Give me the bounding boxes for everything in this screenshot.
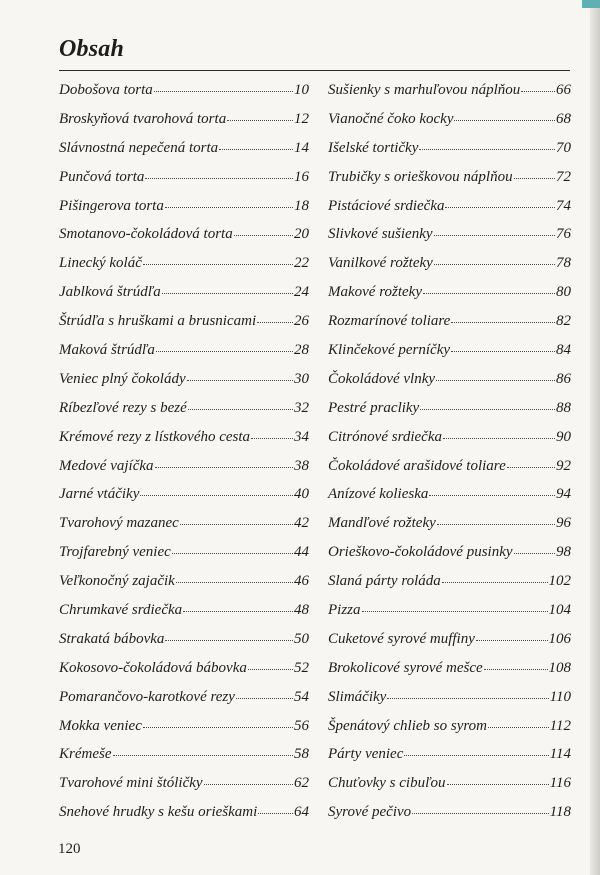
toc-entry <box>328 313 571 342</box>
toc-entry <box>59 140 309 169</box>
dot-leader <box>227 120 293 121</box>
toc-entry-title: Syrové pečivo <box>328 804 412 821</box>
dot-leader <box>434 235 555 236</box>
toc-entry-title: Jablková štrúdľa <box>59 284 161 301</box>
dot-leader <box>436 380 555 381</box>
toc-entry-title: Smotanovo-čokoládová torta <box>59 226 233 243</box>
toc-entry <box>59 486 309 515</box>
toc-entry-title: Maková štrúdľa <box>59 342 155 359</box>
dot-leader <box>488 727 549 728</box>
toc-entry <box>59 255 309 284</box>
dot-leader <box>165 207 293 208</box>
dot-leader <box>257 322 293 323</box>
toc-entry <box>328 255 571 284</box>
toc-entry <box>59 515 309 544</box>
toc-entry-title: Veľkonočný zajačik <box>59 573 175 590</box>
page-title: Obsah <box>59 36 125 62</box>
dot-leader <box>236 698 293 699</box>
toc-entry-page: 62 <box>294 775 309 792</box>
toc-entry-page: 52 <box>294 659 309 676</box>
dot-leader <box>113 755 294 756</box>
toc-entry <box>59 313 309 342</box>
toc-entry-page: 44 <box>294 544 309 561</box>
dot-leader <box>429 495 555 496</box>
toc-entry-page: 24 <box>294 284 309 301</box>
toc-entry-title: Snehové hrudky s kešu orieškami <box>59 804 258 821</box>
toc-entry <box>328 400 571 429</box>
toc-entry-page: 18 <box>294 197 309 214</box>
toc-entry-title: Punčová torta <box>59 168 145 185</box>
toc-entry <box>59 342 309 371</box>
dot-leader <box>484 669 548 670</box>
dot-leader <box>143 727 293 728</box>
dot-leader <box>437 524 555 525</box>
dot-leader <box>188 409 293 410</box>
dot-leader <box>183 611 293 612</box>
toc-entry-page: 102 <box>548 573 571 590</box>
toc-entry-title: Ríbezľové rezy s bezé <box>59 399 187 416</box>
toc-entry-title: Štrúdľa s hruškami a brusnicami <box>59 313 257 330</box>
toc-entry-title: Slivkové sušienky <box>328 226 433 243</box>
toc-entry-page: 108 <box>548 659 571 676</box>
cover-corner <box>582 0 600 8</box>
toc-entry-title: Slávnostná nepečená torta <box>59 139 219 156</box>
toc-entry-page: 94 <box>556 486 571 503</box>
toc-entry-page: 54 <box>294 688 309 705</box>
dot-leader <box>420 409 555 410</box>
toc-entry-page: 38 <box>294 457 309 474</box>
dot-leader <box>514 178 555 179</box>
dot-leader <box>451 322 555 323</box>
dot-leader <box>143 264 293 265</box>
toc-entry-page: 68 <box>556 110 571 127</box>
toc-entry-title: Špenátový chlieb so syrom <box>328 717 487 734</box>
toc-entry-page: 56 <box>294 717 309 734</box>
toc-entry <box>59 284 309 313</box>
toc-entry-page: 80 <box>556 284 571 301</box>
toc-entry-page: 82 <box>556 313 571 330</box>
toc-entry-page: 20 <box>294 226 309 243</box>
dot-leader <box>155 467 293 468</box>
toc-entry <box>59 429 309 458</box>
toc-entry-page: 74 <box>556 197 571 214</box>
toc-entry <box>59 226 309 255</box>
dot-leader <box>387 698 548 699</box>
toc-entry-title: Čokoládové vlnky <box>328 370 436 387</box>
toc-entry-page: 118 <box>549 804 571 821</box>
dot-leader <box>180 524 293 525</box>
dot-leader <box>162 293 293 294</box>
toc-entry-title: Párty veniec <box>328 746 404 763</box>
toc-entry-page: 70 <box>556 139 571 156</box>
dot-leader <box>362 611 548 612</box>
dot-leader <box>156 351 293 352</box>
toc-entry <box>59 400 309 429</box>
toc-entry-page: 110 <box>549 688 571 705</box>
toc-entry-title: Išelské tortičky <box>328 139 419 156</box>
toc-entry-page: 114 <box>549 746 571 763</box>
toc-entry-title: Vanilkové rožteky <box>328 255 433 272</box>
dot-leader <box>204 784 293 785</box>
toc-entry-page: 32 <box>294 399 309 416</box>
toc-entry-title: Trojfarebný veniec <box>59 544 171 561</box>
toc-entry-title: Rozmarínové toliare <box>328 313 451 330</box>
toc-right-column <box>328 82 571 833</box>
toc-entry <box>59 746 309 775</box>
toc-entry-title: Pizza <box>328 602 361 619</box>
toc-entry <box>59 198 309 227</box>
toc-entry-title: Slimáčiky <box>328 688 387 705</box>
toc-entry <box>59 371 309 400</box>
toc-entry-title: Makové rožteky <box>328 284 422 301</box>
toc-entry-page: 48 <box>294 602 309 619</box>
toc-entry-page: 34 <box>294 428 309 445</box>
toc-entry-title: Dobošova torta <box>59 82 153 98</box>
toc-entry-page: 40 <box>294 486 309 503</box>
toc-entry-title: Mokka veniec <box>59 717 142 734</box>
toc-entry-page: 104 <box>548 602 571 619</box>
toc-entry <box>59 169 309 198</box>
toc-entry-title: Klinčekové perníčky <box>328 342 451 359</box>
toc-entry-title: Tvarohové mini štóličky <box>59 775 203 792</box>
toc-entry <box>328 371 571 400</box>
dot-leader <box>172 553 293 554</box>
toc-entry-title: Krémové rezy z lístkového cesta <box>59 428 251 445</box>
toc-entry <box>328 111 571 140</box>
dot-leader <box>140 495 293 496</box>
toc-entry <box>328 775 571 804</box>
toc-entry <box>328 804 571 833</box>
toc-entry-page: 78 <box>556 255 571 272</box>
toc-entry <box>328 602 571 631</box>
toc-entry-page: 22 <box>294 255 309 272</box>
dot-leader <box>514 553 555 554</box>
toc-entry <box>328 429 571 458</box>
toc-entry <box>328 515 571 544</box>
toc-entry <box>328 342 571 371</box>
toc-entry <box>59 82 309 111</box>
toc-entry <box>328 140 571 169</box>
toc-entry-page: 86 <box>556 370 571 387</box>
dot-leader <box>145 178 293 179</box>
toc-entry-title: Chuťovky s cibuľou <box>328 775 446 792</box>
toc-entry-title: Broskyňová tvarohová torta <box>59 110 227 127</box>
toc-entry-title: Krémeše <box>59 746 112 763</box>
toc-entry-page: 92 <box>556 457 571 474</box>
toc-entry-page: 72 <box>556 168 571 185</box>
toc-entry <box>59 111 309 140</box>
toc-entry-page: 58 <box>294 746 309 763</box>
toc-entry-title: Trubičky s orieškovou náplňou <box>328 168 513 185</box>
toc-entry <box>328 458 571 487</box>
toc-entry <box>59 573 309 602</box>
toc-entry <box>59 718 309 747</box>
toc-entry-page: 12 <box>294 110 309 127</box>
toc-entry <box>59 660 309 689</box>
toc-entry-title: Pomarančovo-karotkové rezy <box>59 688 235 705</box>
toc-entry-page: 14 <box>294 139 309 156</box>
dot-leader <box>419 149 555 150</box>
toc-entry-page: 42 <box>294 515 309 532</box>
dot-leader <box>451 351 555 352</box>
toc-entry <box>328 226 571 255</box>
dot-leader <box>521 91 555 92</box>
toc-entry-page: 66 <box>556 82 571 98</box>
toc-entry-page: 26 <box>294 313 309 330</box>
toc-entry <box>328 746 571 775</box>
toc-entry <box>328 486 571 515</box>
toc-entry-page: 50 <box>294 630 309 647</box>
toc-entry-title: Cuketové syrové muffiny <box>328 630 475 647</box>
dot-leader <box>176 582 293 583</box>
dot-leader <box>412 813 548 814</box>
dot-leader <box>248 669 293 670</box>
dot-leader <box>423 293 555 294</box>
toc-entry <box>328 718 571 747</box>
toc-entry <box>328 198 571 227</box>
toc-entry-title: Strakatá bábovka <box>59 630 165 647</box>
toc-entry-title: Medové vajíčka <box>59 457 154 474</box>
toc-entry-title: Linecký koláč <box>59 255 142 272</box>
dot-leader <box>234 235 293 236</box>
toc-entry-title: Sušienky s marhuľovou náplňou <box>328 82 521 98</box>
dot-leader <box>443 438 555 439</box>
toc-entry-page: 10 <box>294 82 309 98</box>
toc-entry <box>59 804 309 833</box>
dot-leader <box>219 149 293 150</box>
toc-entry-title: Chrumkavé srdiečka <box>59 602 183 619</box>
dot-leader <box>454 120 555 121</box>
toc-entry-title: Vianočné čoko kocky <box>328 110 454 127</box>
toc-entry-page: 98 <box>556 544 571 561</box>
toc-entry-title: Anízové kolieska <box>328 486 429 503</box>
toc-entry-title: Jarné vtáčiky <box>59 486 140 503</box>
toc-entry <box>328 82 571 111</box>
toc-entry <box>59 458 309 487</box>
toc-left-column <box>59 82 309 833</box>
dot-leader <box>187 380 293 381</box>
toc-entry-title: Veniec plný čokolády <box>59 370 186 387</box>
toc-entry <box>328 631 571 660</box>
toc-entry-page: 76 <box>556 226 571 243</box>
dot-leader <box>154 91 293 92</box>
page-edge <box>590 0 600 875</box>
toc-entry-page: 106 <box>548 630 571 647</box>
toc-entry-title: Citrónové srdiečka <box>328 428 443 445</box>
toc-entry-page: 30 <box>294 370 309 387</box>
dot-leader <box>442 582 548 583</box>
dot-leader <box>404 755 548 756</box>
toc-entry-page: 46 <box>294 573 309 590</box>
toc-entry <box>328 660 571 689</box>
toc-entry-page: 64 <box>294 804 309 821</box>
page-number: 120 <box>58 841 81 857</box>
toc-entry-title: Tvarohový mazanec <box>59 515 179 532</box>
dot-leader <box>476 640 548 641</box>
toc-entry-title: Mandľové rožteky <box>328 515 436 532</box>
toc-entry-page: 28 <box>294 342 309 359</box>
toc-entry <box>328 544 571 573</box>
toc-entry-title: Pistáciové srdiečka <box>328 197 445 214</box>
dot-leader <box>445 207 555 208</box>
toc-entry <box>328 573 571 602</box>
toc-entry <box>328 689 571 718</box>
dot-leader <box>251 438 293 439</box>
toc-entry-page: 84 <box>556 342 571 359</box>
toc-entry <box>328 169 571 198</box>
toc-entry <box>59 602 309 631</box>
toc-entry-title: Slaná párty roláda <box>328 573 441 590</box>
toc-entry <box>328 284 571 313</box>
toc-entry-page: 112 <box>549 717 571 734</box>
toc-entry-page: 16 <box>294 168 309 185</box>
toc-entry-title: Čokoládové arašidové toliare <box>328 457 506 474</box>
toc-entry <box>59 689 309 718</box>
toc-entry-title: Brokolicové syrové mešce <box>328 659 483 676</box>
toc-entry <box>59 544 309 573</box>
dot-leader <box>447 784 549 785</box>
toc-entry-page: 96 <box>556 515 571 532</box>
toc-entry <box>59 775 309 804</box>
dot-leader <box>434 264 555 265</box>
toc-entry-title: Orieškovo-čokoládové pusinky <box>328 544 513 561</box>
dot-leader <box>165 640 293 641</box>
toc-entry <box>59 631 309 660</box>
title-rule <box>59 70 570 71</box>
toc-entry-title: Pestré pracliky <box>328 399 420 416</box>
dot-leader <box>507 467 555 468</box>
toc-entry-page: 116 <box>549 775 571 792</box>
dot-leader <box>258 813 293 814</box>
toc-entry-page: 90 <box>556 428 571 445</box>
toc-entry-title: Kokosovo-čokoládová bábovka <box>59 659 247 676</box>
toc-entry-page: 88 <box>556 399 571 416</box>
toc-entry-title: Pišingerova torta <box>59 197 164 214</box>
